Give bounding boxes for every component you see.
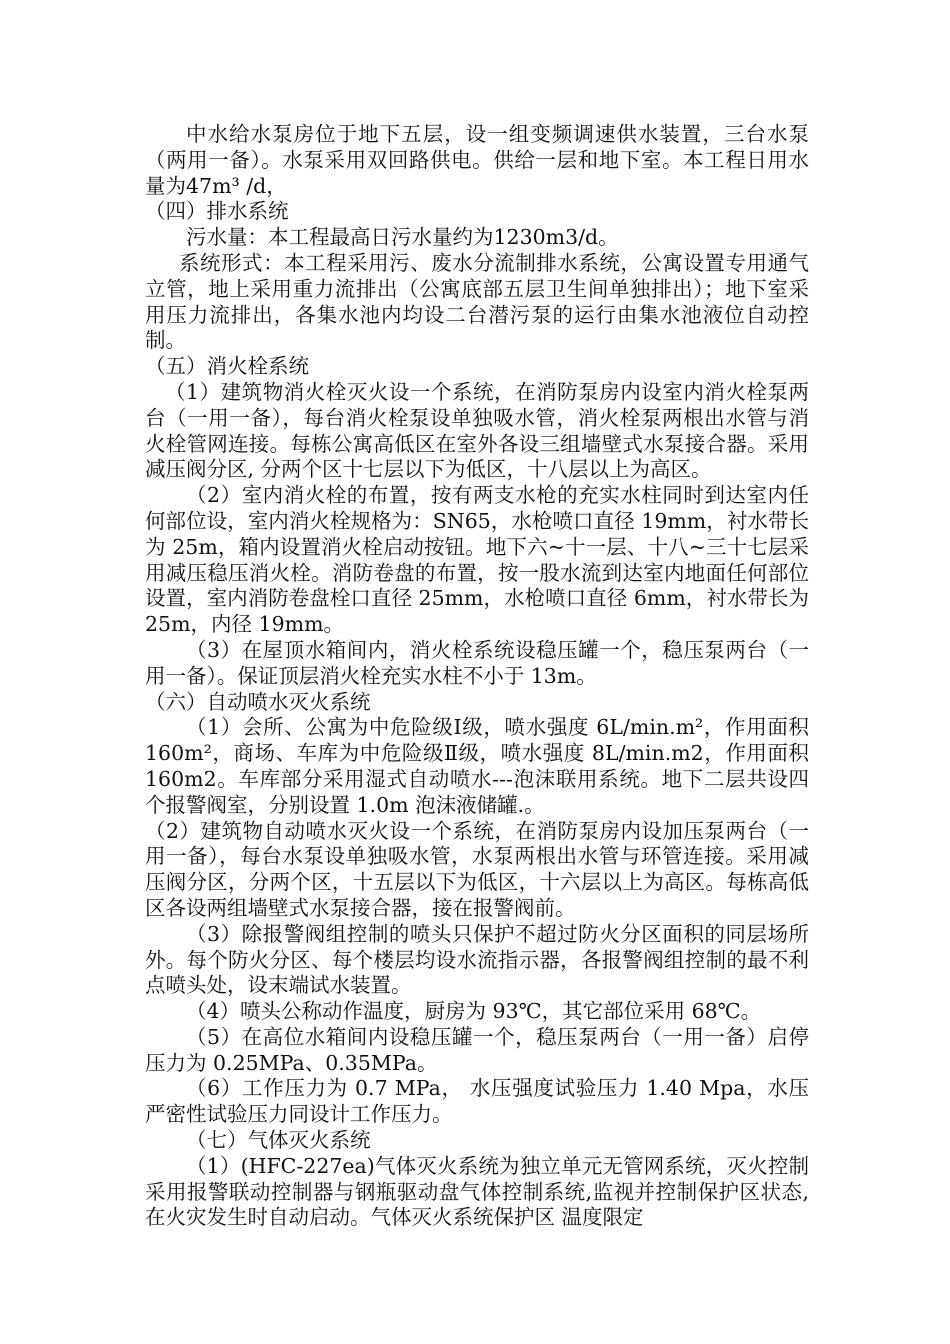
heading-drainage-system: （四）排水系统 bbox=[145, 199, 289, 224]
heading-hydrant-system: （五）消火栓系统 bbox=[145, 354, 309, 379]
paragraph-sprinkler-6: （6）工作压力为 0.7 MPa， 水压强度试验压力 1.40 Mpa，水压严密性试验压力同设计工作压力。 bbox=[145, 1076, 809, 1127]
paragraph-sprinkler-4: （4）喷头公称动作温度，厨房为 93℃，其它部位采用 68℃。 bbox=[186, 999, 762, 1024]
paragraph-system-form: 系统形式：本工程采用污、废水分流制排水系统，公寓设置专用通气立管，地上采用重力流排出（公寓底部五层卫生间单独排出）；地下室采用压力流排出，各集水池内均设二台潜污泵的运行由集水池液位自动控制。 bbox=[145, 250, 809, 353]
paragraph-sprinkler-1: （1）会所、公寓为中危险级Ⅰ级，喷水强度 6L/min.m²，作用面积 160m²，商场、车库为中危险级Ⅱ级，喷水强度 8L/min.m2，作用面积 160m2。车库部分采用湿式自动喷水---泡沫联用系统。地下二层共设四个报警阀室，分别设置 1.0m 泡沫液储罐.。 bbox=[145, 715, 809, 817]
paragraph-hydrant-2: （2）室内消火栓的布置，按有两支水枪的充实水柱同时到达室内任何部位设，室内消火栓规格为：SN65，水枪喷口直径 19mm，衬水带长为 25m，箱内设置消火栓启动按钮。地下六~十一层、十八~三十七层采用减压稳压消火栓。消防卷盘的布置，按一股水流到达室内地面任何部位设置，室内消防卷盘栓口直径 25mm，水枪喷口直径 6mm，衬水带长为 25m，内径 19mm。 bbox=[145, 483, 809, 637]
paragraph-hydrant-1: （1）建筑物消火栓灭火设一个系统，在消防泵房内设室内消火栓泵两台（一用一备），每台消火栓泵设单独吸水管，消火栓泵两根出水管与消火栓管网连接。每栋公寓高低区在室外各设三组墙壁式水泵接合器。采用减压阀分区, 分两个区十七层以下为低区，十八层以上为高区。 bbox=[145, 379, 809, 482]
heading-gas-system: （七）气体灭火系统 bbox=[186, 1128, 371, 1153]
paragraph-sprinkler-3: （3）除报警阀组控制的喷头只保护不超过防火分区面积的同层场所外。每个防火分区、每个楼层均设水流指示器，各报警阀组控制的最不利点喷头处，设末端试水装置。 bbox=[145, 921, 809, 998]
heading-sprinkler-system: （六）自动喷水灭火系统 bbox=[145, 689, 371, 714]
paragraph-gas-1: （1）(HFC-227ea)气体灭火系统为独立单元无管网系统，灭火控制采用报警联动控制器与钢瓶驱动盘气体控制系统,监视并控制保护区状态, 在火灾发生时自动启动。气体灭火系统保护区 温度限定 bbox=[145, 1153, 809, 1230]
document-body bbox=[145, 122, 809, 1231]
paragraph-hydrant-3: （3）在屋顶水箱间内，消火栓系统设稳压罐一个，稳压泵两台（一用一备）。保证顶层消火栓充实水柱不小于 13m。 bbox=[145, 637, 809, 688]
paragraph-sewage-volume: 污水量：本工程最高日污水量约为1230m3/d。 bbox=[186, 225, 619, 250]
paragraph-sprinkler-2: （2）建筑物自动喷水灭火设一个系统，在消防泵房内设加压泵两台（一用一备），每台水泵设单独吸水管，水泵两根出水管与环管连接。采用减压阀分区，分两个区，十五层以下为低区，十六层以上为高区。每栋高低区各设两组墙壁式水泵接合器，接在报警阀前。 bbox=[145, 818, 809, 920]
paragraph-sprinkler-5: （5）在高位水箱间内设稳压罐一个，稳压泵两台（一用一备）启停压力为 0.25MPa、0.35MPa。 bbox=[145, 1024, 809, 1075]
paragraph-water-pump-room: 中水给水泵房位于地下五层，设一组变频调速供水装置，三台水泵（两用一备）。水泵采用双回路供电。供给一层和地下室。本工程日用水量为47m³ /d， bbox=[145, 122, 809, 198]
